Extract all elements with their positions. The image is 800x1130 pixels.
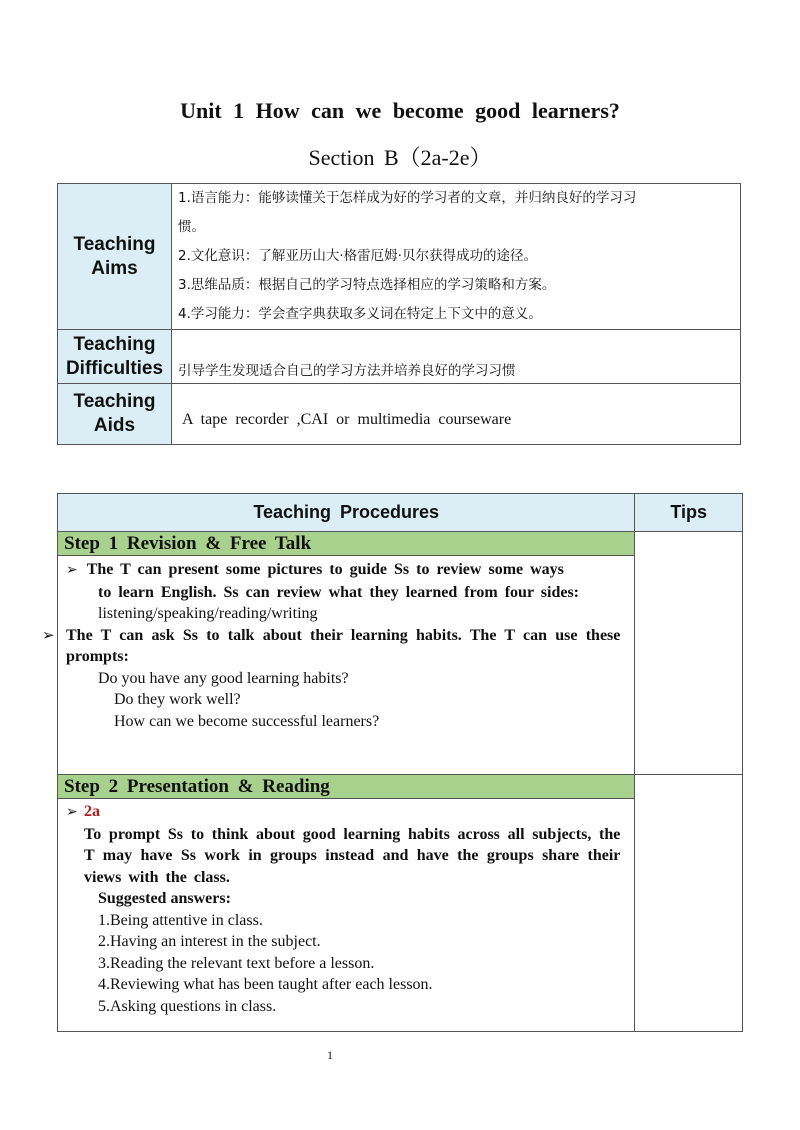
teaching-aims-content: [172, 184, 741, 330]
suggested-answers-label: Suggested answers:: [98, 890, 231, 907]
overview-table: [57, 183, 741, 445]
step2-title: Step 2 Presentation & Reading: [58, 775, 634, 799]
document-title: Unit 1 How can we become good learners?: [180, 98, 620, 123]
step2-tag-line: [66, 801, 620, 824]
answer-item: 4.Reviewing what has been taught after each lesson.: [98, 976, 433, 993]
step1-row: [58, 532, 743, 775]
bullet-arrow-icon: ➢: [42, 625, 55, 644]
teaching-aids-label: Teaching Aids: [58, 384, 172, 445]
answer-item: 1.Being attentive in class.: [98, 911, 263, 929]
aim-line: 1.语言能力：能够读懂关于怎样成为好的学习者的文章，并归纳良好的学习习: [178, 190, 637, 206]
teaching-difficulties-row: [58, 330, 741, 384]
teaching-aids-content: A tape recorder ,CAI or multimedia courseware: [172, 384, 741, 445]
page-number: 1: [327, 1048, 333, 1062]
tips-column-header: Tips: [635, 494, 743, 532]
aim-line: 3.思维品质：根据自己的学习特点选择相应的学习策略和方案。: [178, 277, 556, 293]
teaching-difficulties-content: 引导学生发现适合自己的学习方法并培养良好的学习习惯: [172, 330, 741, 384]
teaching-difficulties-label: Teaching Difficulties: [58, 330, 172, 384]
aim-line: 惯。: [178, 219, 205, 235]
step1-line-3: listening/speaking/reading/writing: [98, 605, 318, 622]
step1-title: Step 1 Revision & Free Talk: [58, 532, 634, 556]
answer-item: 5.Asking questions in class.: [98, 997, 277, 1015]
aim-line: 2.文化意识：了解亚历山大·格雷厄姆·贝尔获得成功的途径。: [178, 248, 537, 264]
bullet-arrow-icon: ➢: [66, 804, 78, 820]
step2-tips-cell: [635, 775, 743, 1032]
step1-line-4: ➢ The T can ask Ss to talk about their learning habits. The T can use these prompts:: [42, 625, 621, 665]
teaching-aims-label: Teaching Aims: [58, 184, 172, 330]
bullet-arrow-icon: ➢: [66, 562, 78, 578]
step2-cell: [58, 775, 635, 1032]
step1-question-1: Do you have any good learning habits?: [98, 669, 349, 687]
answer-item: 3.Reading the relevant text before a lesson.: [98, 954, 375, 972]
procedures-header-row: [58, 494, 743, 532]
document-subtitle: Section B（2a-2e）: [308, 145, 492, 170]
step1-question-2: Do they work well?: [114, 691, 241, 708]
step1-tips-cell: [635, 532, 743, 775]
teaching-aims-row: [58, 184, 741, 330]
step2-tag: 2a: [84, 803, 100, 820]
step2-paragraph: To prompt Ss to think about good learning habits across all subjects, the T may have Ss work in groups instead and have the groups share their views with the class.: [84, 825, 621, 886]
answer-item: 2.Having an interest in the subject.: [98, 933, 321, 950]
step1-line-1: ➢ The T can present some pictures to guide Ss to review some ways: [66, 559, 620, 582]
procedures-table: [42, 493, 743, 1032]
teaching-aids-row: [58, 384, 741, 445]
aim-line: 4.学习能力：学会查字典获取多义词在特定上下文中的意义。: [178, 306, 542, 322]
procedures-column-header: Teaching Procedures: [58, 494, 635, 532]
step1-question-3: How can we become successful learners?: [114, 712, 380, 730]
step1-cell: [42, 532, 635, 775]
step2-row: [58, 775, 743, 1032]
step1-line-2: to learn English. Ss can review what they learned from four sides:: [98, 583, 579, 601]
